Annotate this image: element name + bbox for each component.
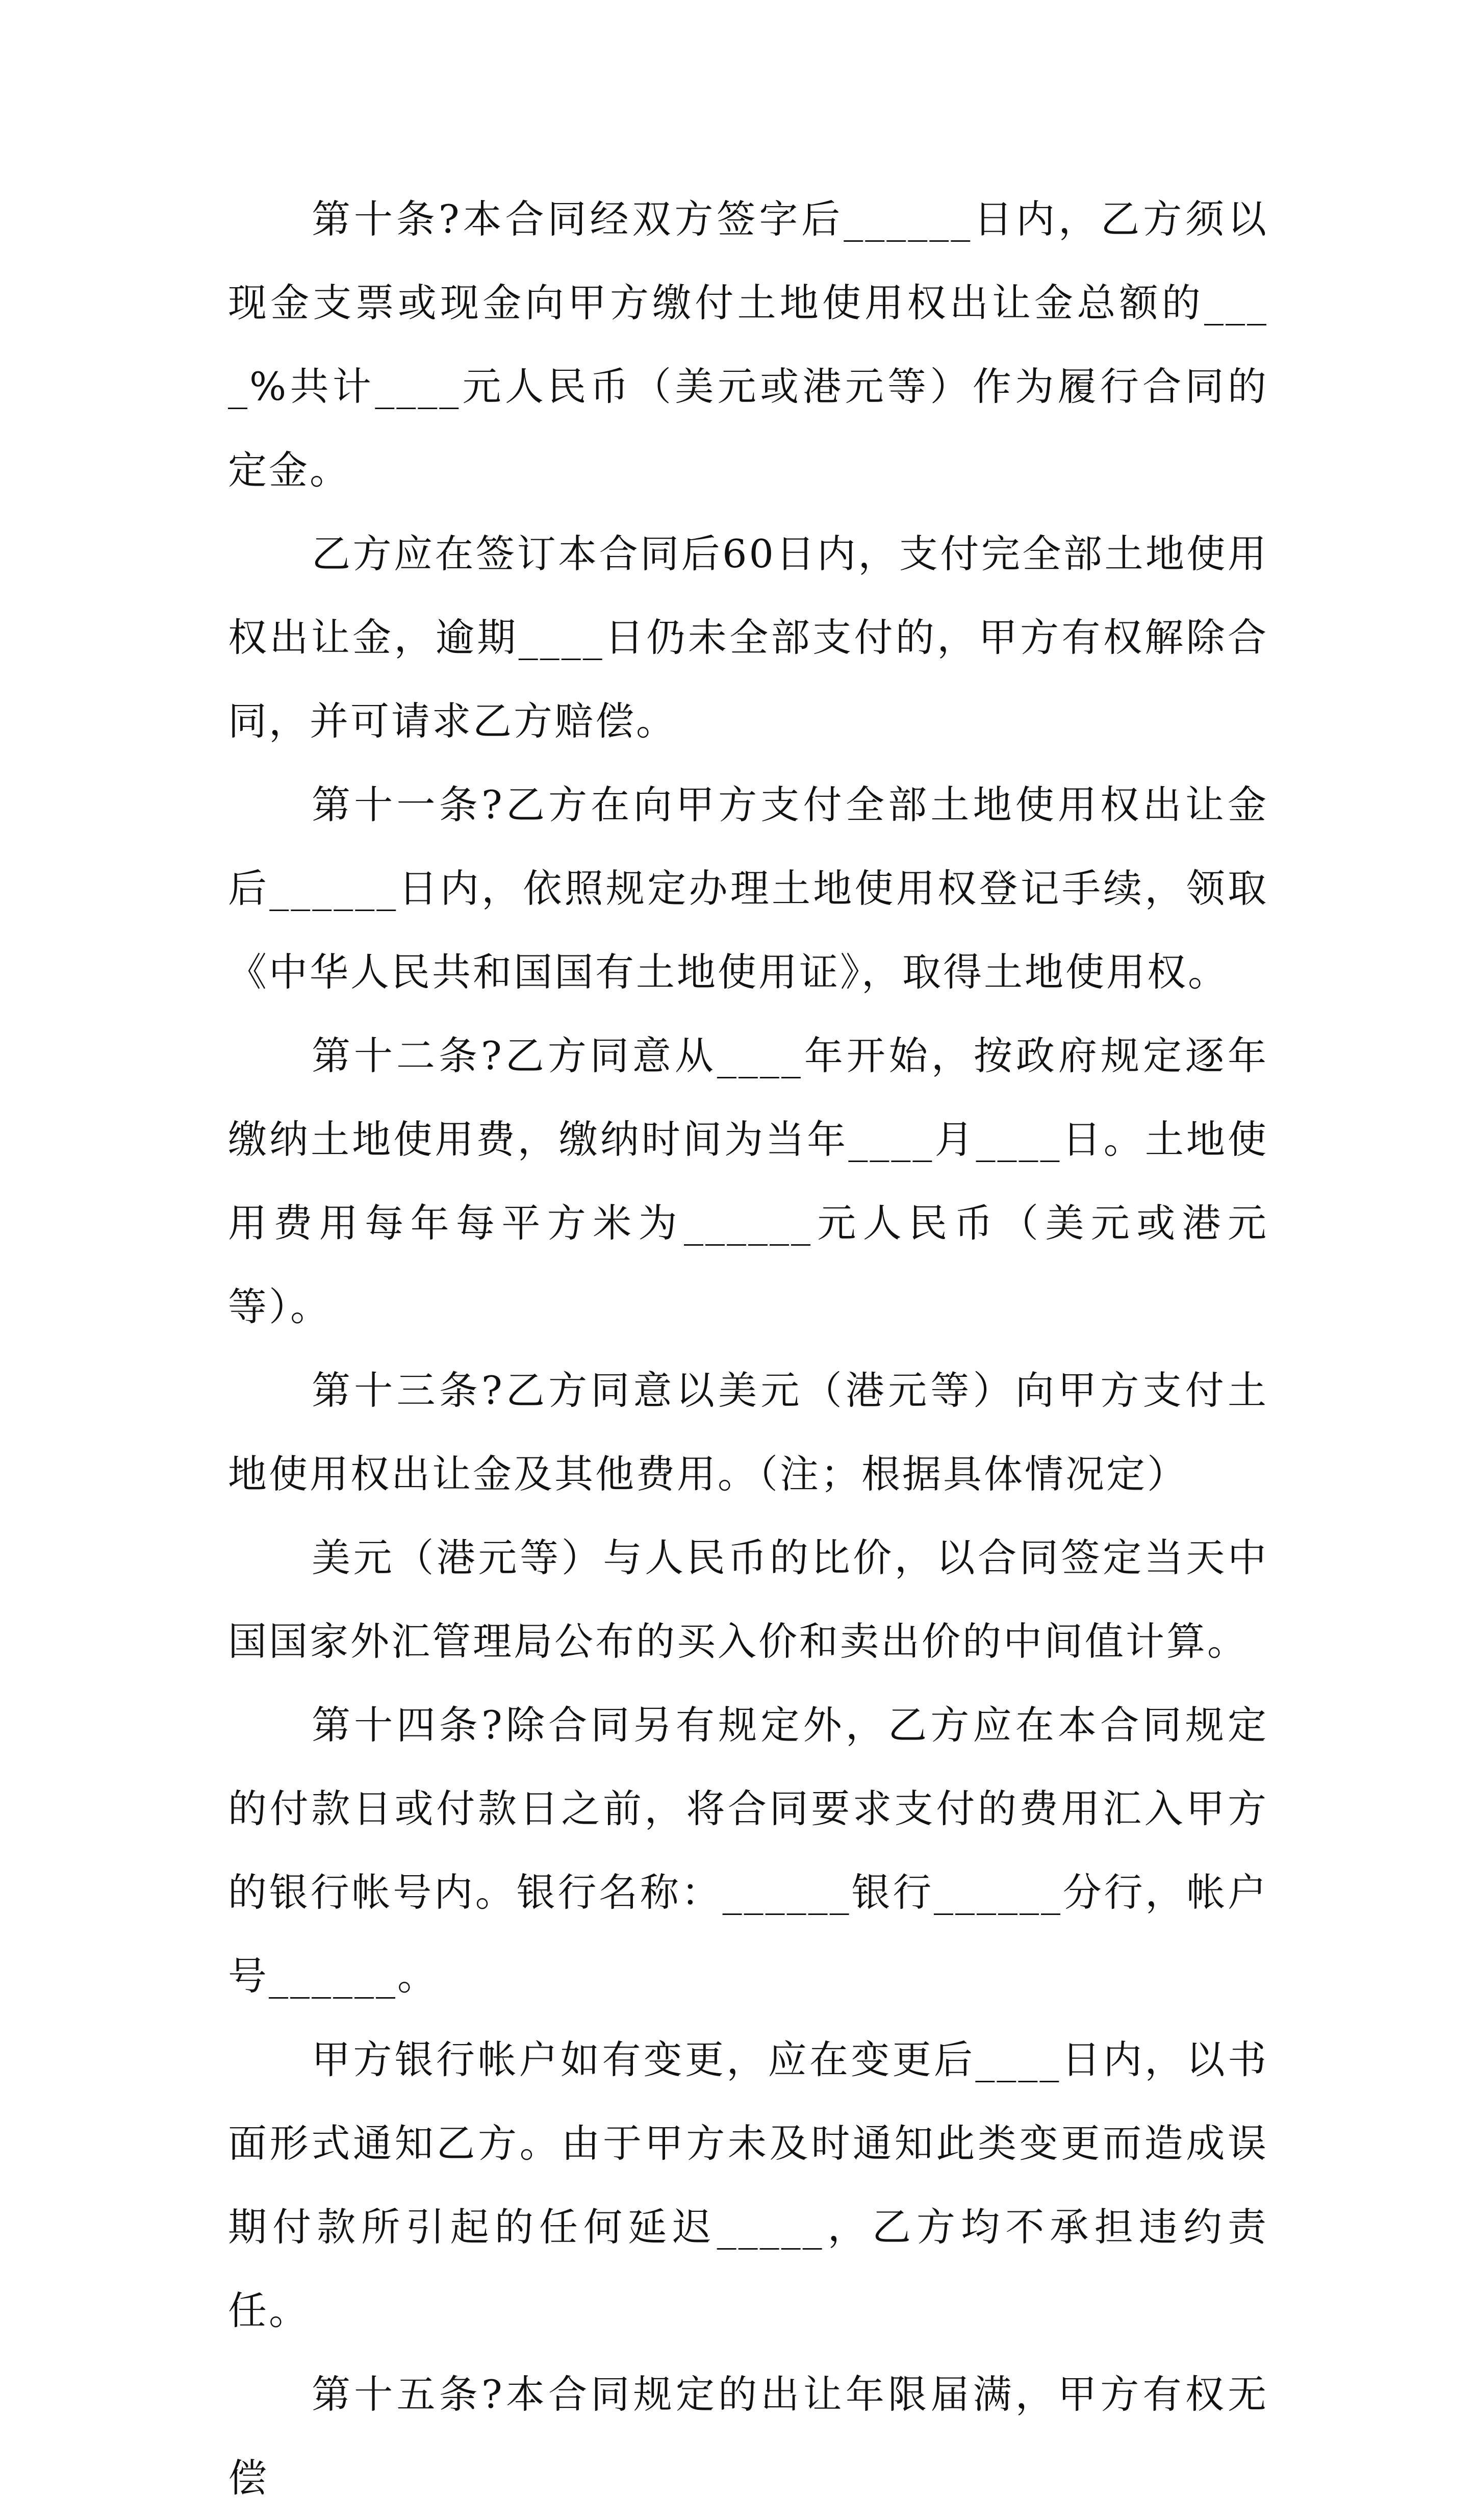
paragraph-article-15: 第十五条?本合同规定的出让年限届满，甲方有权无偿 bbox=[228, 2372, 1268, 2501]
paragraph-article-11: 第十一条?乙方在向甲方支付全部土地使用权出让金后______日内，依照规定办理土地使用权登记手续，领取《中华人民共和国国有土地使用证》，取得土地使用权。 bbox=[228, 782, 1268, 995]
paragraph-payment-deadline: 乙方应在签订本合同后60日内，支付完全部土地使用权出让金，逾期____日仍未全部支付的，甲方有权解除合同，并可请求乙方赔偿。 bbox=[228, 531, 1268, 744]
paragraph-article-13: 第十三条?乙方同意以美元（港元等）向甲方支付土地使用权出让金及其他费用。（注；根据具体情况定） bbox=[228, 1368, 1268, 1497]
paragraph-article-12: 第十二条?乙方同意从____年开始，按政府规定逐年缴纳土地使用费，缴纳时间为当年____月____日。土地使用费用每年每平方米为______元人民币（美元或港元等）。 bbox=[228, 1033, 1268, 1329]
paragraph-article-10: 第十条?本合同经双方签字后______日内，乙方须以现金支票或现金向甲方缴付土地使用权出让金总额的____%共计____元人民币（美元或港元等）作为履行合同的定金。 bbox=[228, 196, 1268, 493]
paragraph-article-14: 第十四条?除合同另有规定外，乙方应在本合同规定的付款日或付款日之前，将合同要求支付的费用汇入甲方的银行帐号内。银行名称：______银行______分行，帐户号______。 bbox=[228, 1702, 1268, 1999]
paragraph-exchange-rate: 美元（港元等）与人民币的比价，以合同签定当天中国国家外汇管理局公布的买入价和卖出价的中间值计算。 bbox=[228, 1535, 1268, 1664]
document-body bbox=[228, 178, 1268, 2520]
paragraph-bank-account-change: 甲方银行帐户如有变更，应在变更后____日内，以书面形式通知乙方。由于甲方未及时通知此类变更而造成误期付款所引起的任何延迟_____，乙方均不承担违约责任。 bbox=[228, 2037, 1268, 2333]
